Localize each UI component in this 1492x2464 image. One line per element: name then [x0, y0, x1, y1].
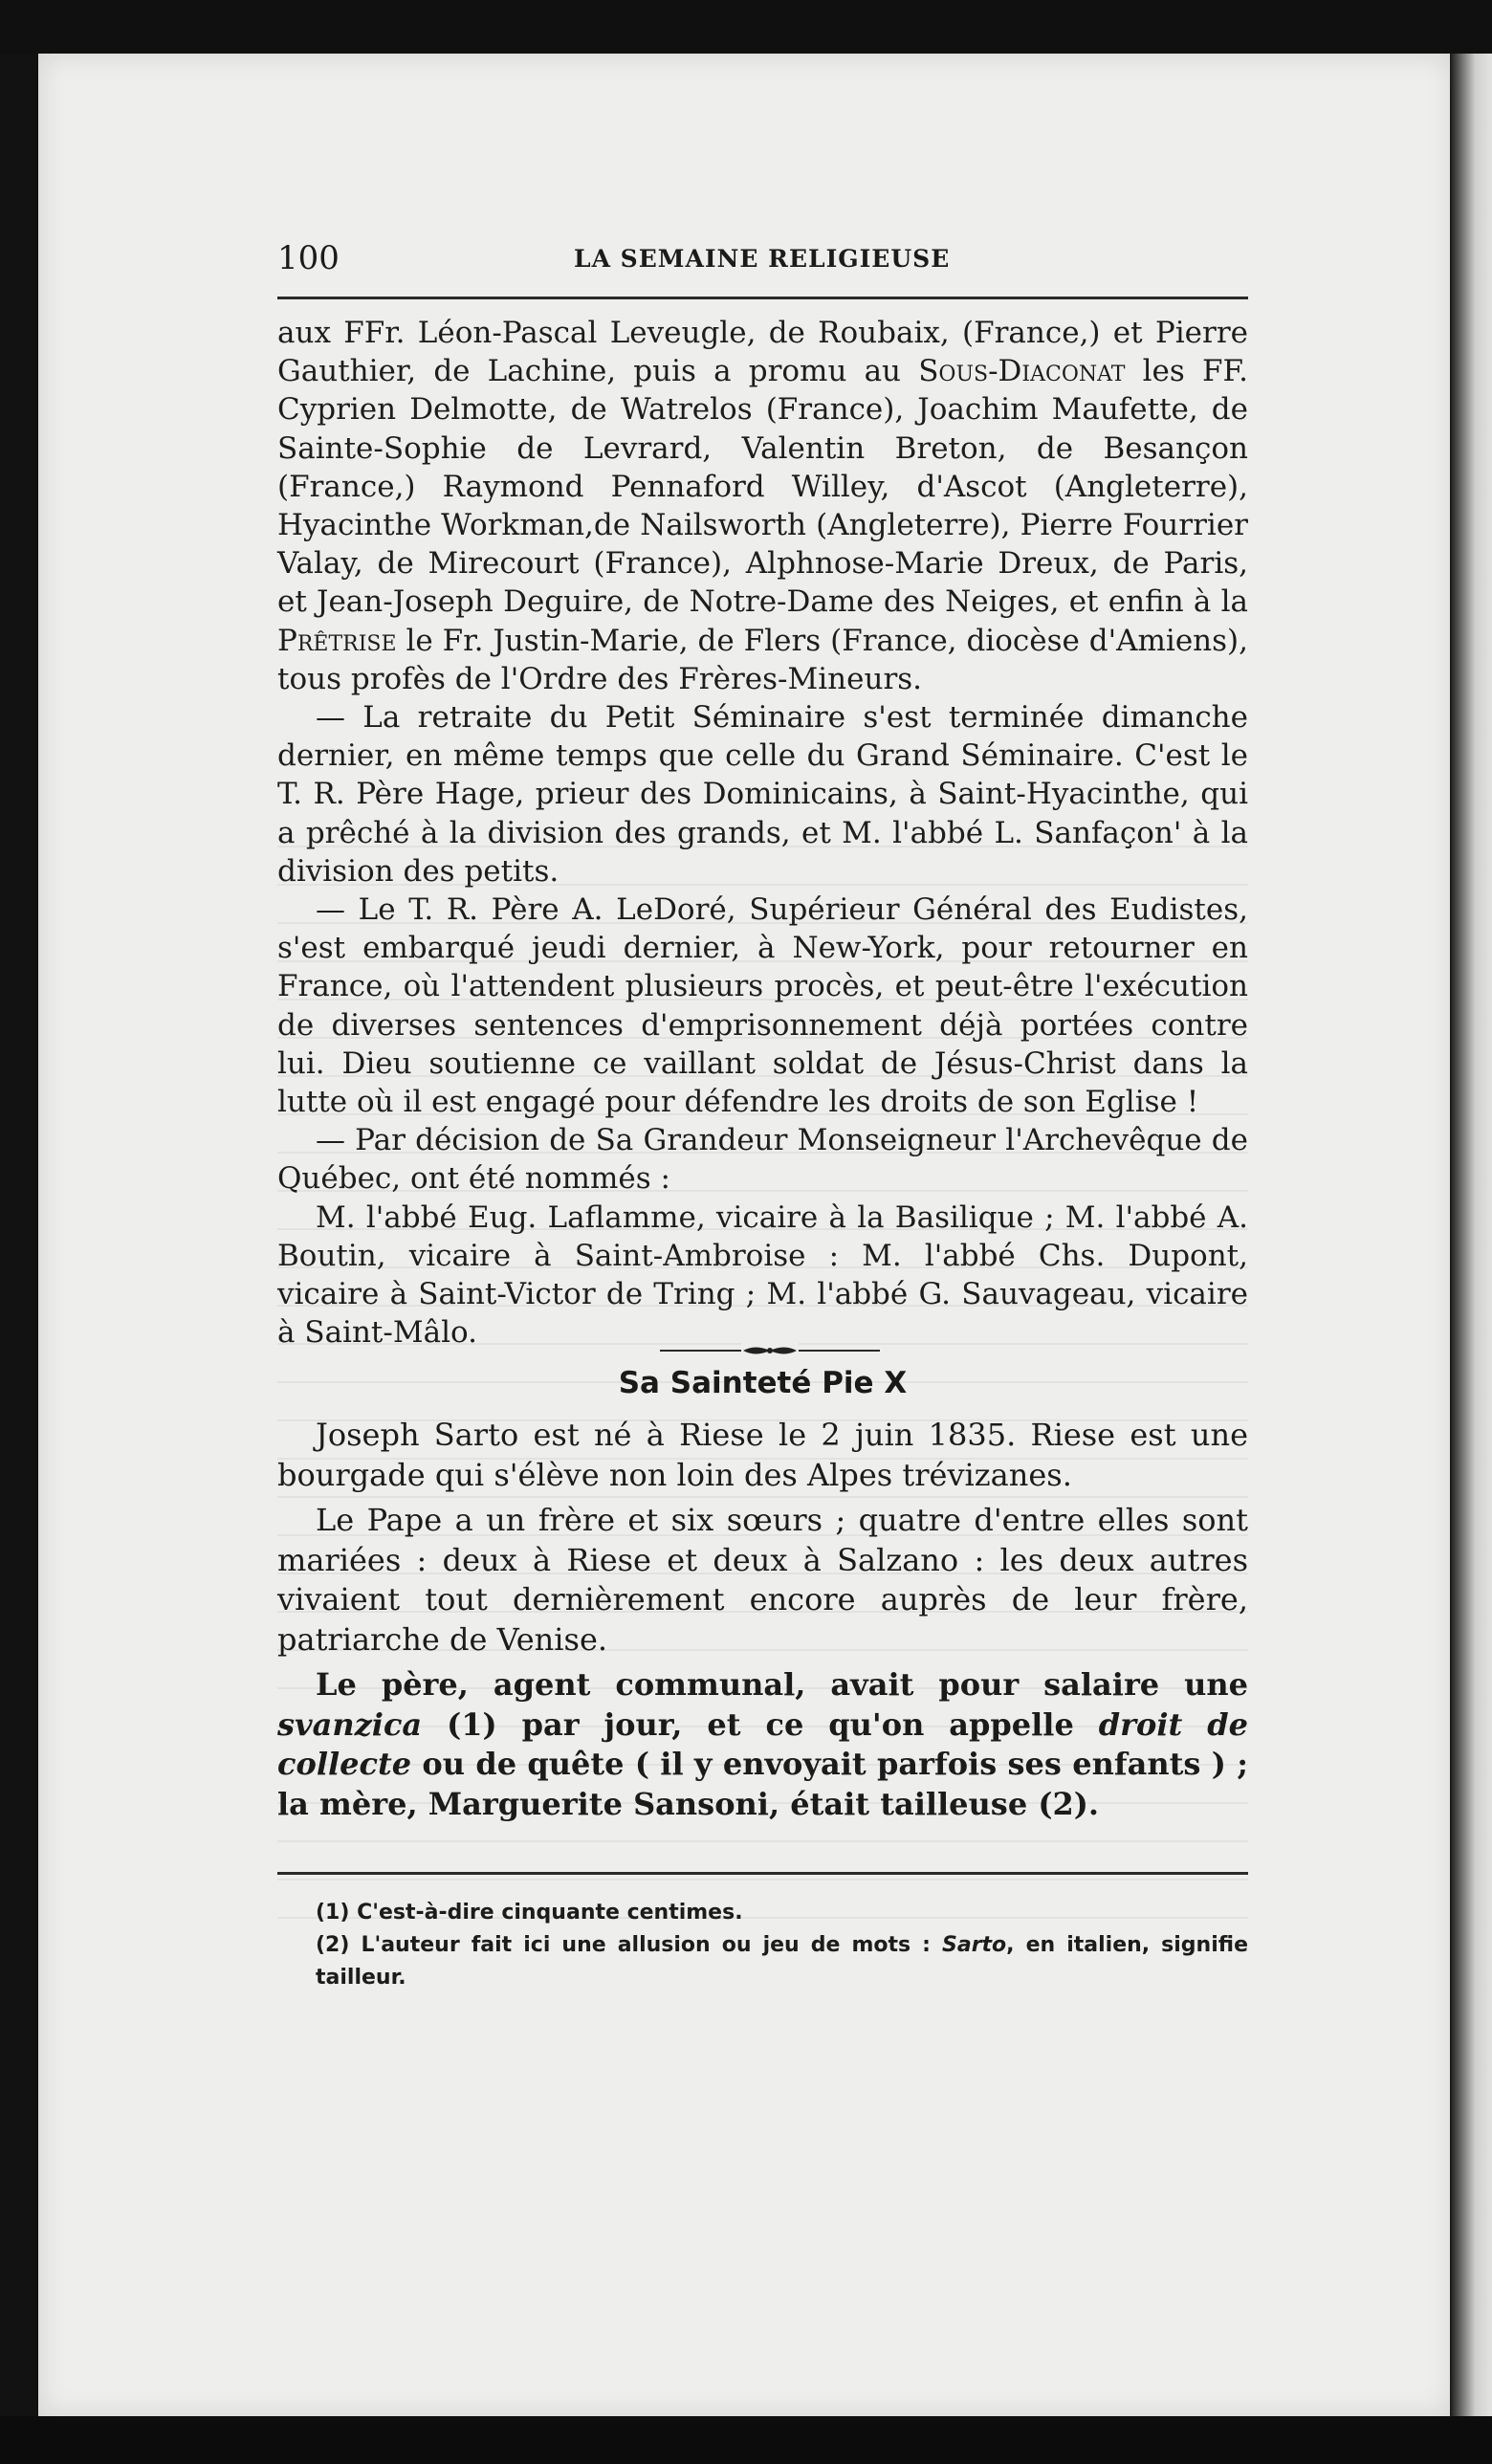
small-caps-term: Prêtrise [277, 623, 397, 658]
small-caps-term: Sous-Diaconat [918, 354, 1126, 389]
paragraph-text: aux FFr. Léon-Pascal Leveugle, de Roubaix, (France,) et Pierre Gauthier, de Lachine, puis a promu au [277, 316, 1248, 389]
footnote-rule [277, 1872, 1248, 1875]
paragraph-parents [277, 1665, 1248, 1824]
footnote-1: (1) C'est-à-dire cinquante centimes. [316, 1901, 743, 1925]
italic-term: svanzica [277, 1705, 423, 1743]
page-number: 100 [277, 239, 340, 277]
header-rule [277, 297, 1248, 299]
italic-term: droit de collecte [277, 1705, 1249, 1782]
pius-x-article [277, 1416, 1248, 1830]
paragraph-text: Le père, agent communal, avait pour salaire une [316, 1666, 1248, 1703]
page-header [277, 239, 1248, 283]
paragraph-nominations: M. l'abbé Eug. Laflamme, vicaire à la Basilique ; M. l'abbé A. Boutin, vicaire à Saint-Ambroise : M. l'abbé Chs. Dupont, vicaire à Saint-Victor de Tring ; M. l'abbé G. Sauvageau, vicaire à Saint-Mâlo. [277, 1199, 1248, 1351]
scan-left-edge [0, 54, 38, 2416]
footnotes [277, 1897, 1248, 1994]
scan-right-edge [1450, 54, 1492, 2416]
paragraph-family: Le Pape a un frère et six sœurs ; quatre d'entre elles sont mariées : deux à Riese et deux à Salzano : les deux autres vivaient tout dernièrement encore auprès de leur frère, patriarche de Venise. [277, 1502, 1248, 1658]
footnote-text: (2) L'auteur fait ici une allusion ou jeu de mots : [316, 1933, 942, 1957]
running-title: LA SEMAINE RELIGIEUSE [574, 245, 951, 273]
section-title: Sa Sainteté Pie X [618, 1366, 908, 1400]
paragraph-retraite: — La retraite du Petit Séminaire s'est terminée dimanche dernier, en même temps que celle du Grand Séminaire. C'est le T. R. Père Hage, prieur des Dominicains, à Saint-Hyacinthe, qui a prêché à la division des grands, et M. l'abbé L. Sanfaçon' à la division des petits. [277, 700, 1248, 889]
italic-term: Sarto [942, 1933, 1007, 1957]
paragraph-ordinations [277, 314, 1248, 698]
ornament-icon [741, 1343, 799, 1358]
paragraph-text: le Fr. Justin-Marie, de Flers (France, diocèse d'Amiens), tous profès de l'Ordre des Frères-Mineurs. [277, 623, 1248, 696]
news-column [277, 314, 1248, 1352]
paragraph-ledore: — Le T. R. Père A. LeDoré, Supérieur Général des Eudistes, s'est embarqué jeudi dernier, à New-York, pour retourner en France, où l'attendent plusieurs procès, et peut-être l'exécution de diverses sentences d'emprisonnement déjà portées contre lui. Dieu soutienne ce vaillant soldat de Jésus-Christ dans la lutte où il est engagé pour défendre les droits de son Eglise ! [277, 892, 1248, 1120]
footnote-text: , en italien, signifie tailleur. [316, 1933, 1248, 1990]
decorative-rule [660, 1341, 880, 1360]
paragraph-text: (1) par jour, et ce qu'on appelle [422, 1705, 1099, 1743]
paragraph-nominations-intro: — Par décision de Sa Grandeur Monseigneur l'Archevêque de Québec, ont été nommés : [277, 1123, 1248, 1197]
footnote-2 [277, 1929, 1248, 1994]
paragraph-text: ou de quête ( il y envoyait parfois ses enfants ) ; la mère, Marguerite Sansoni, était tailleuse (2). [277, 1746, 1248, 1822]
scan-border [0, 0, 1492, 54]
paragraph-text: les FF. Cyprien Delmotte, de Watrelos (France), Joachim Maufette, de Sainte-Sophie de Levrard, Valentin Breton, de Besançon (France,) Raymond Pennaford Willey, d'Ascot (Angleterre), Hyacinthe Workman,de Nailsworth (Angleterre), Pierre Fourrier Valay, de Mirecourt (France), Alphnose-Marie Dreux, de Paris, et Jean-Joseph Deguire, de Notre-Dame des Neiges, et enfin à la [277, 354, 1248, 620]
paragraph-birth: Joseph Sarto est né à Riese le 2 juin 1835. Riese est une bourgade qui s'élève non loin des Alpes trévizanes. [277, 1417, 1248, 1493]
